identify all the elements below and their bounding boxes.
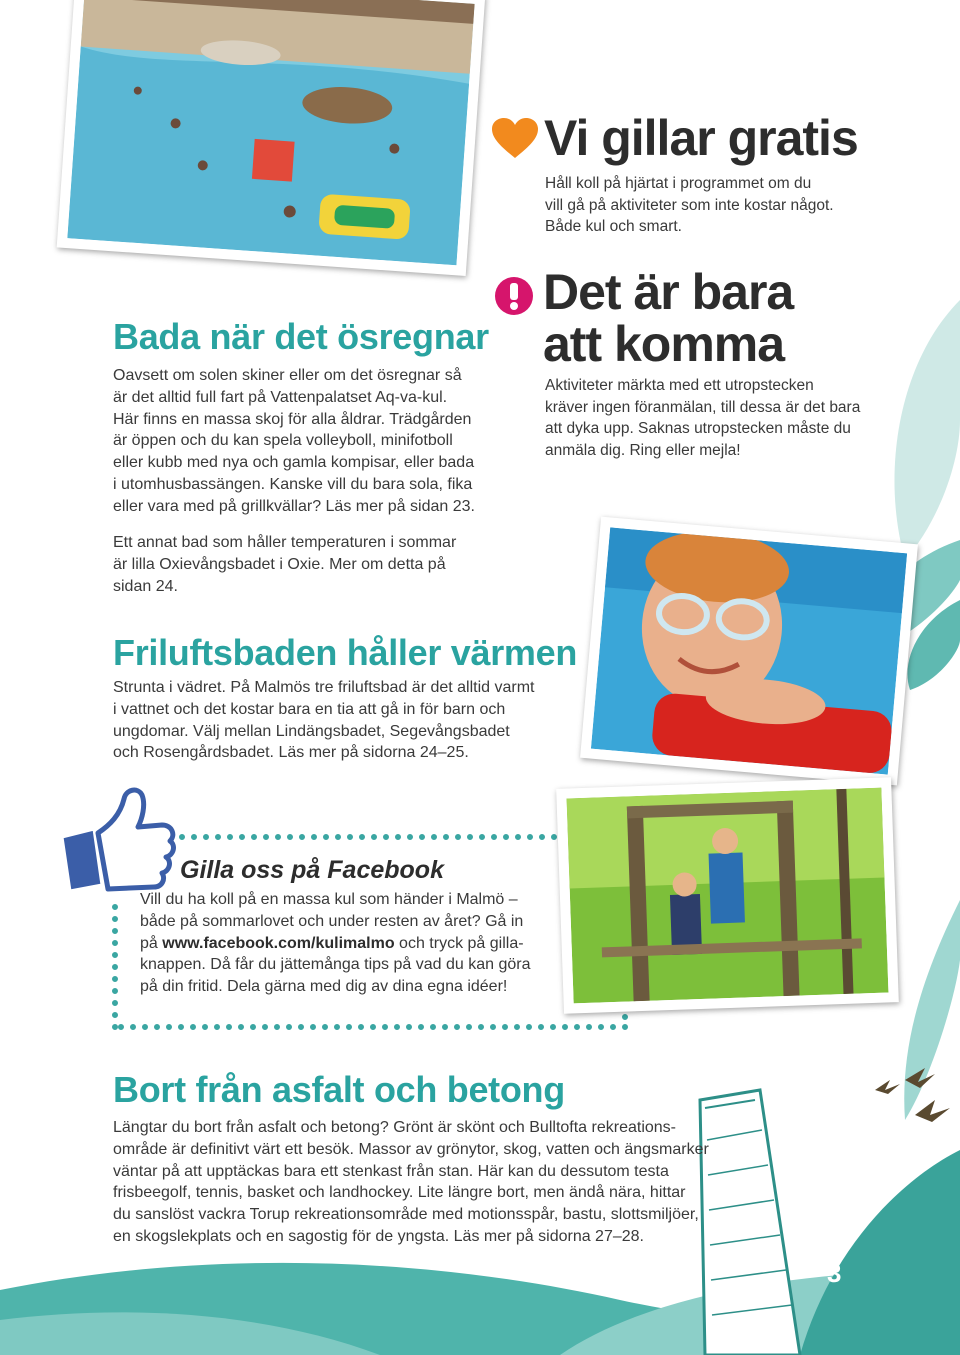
body-line: du sanslöst vackra Torup rekreationsområde med motionsspår, bastu, slottsmiljöer, (113, 1206, 699, 1224)
body-line: Vill du ha koll på en massa kul som händer i Malmö – (140, 891, 518, 908)
friluft-heading: Friluftsbaden håller värmen (113, 632, 578, 673)
body-line: sidan 24. (113, 577, 178, 595)
komma-body (545, 375, 925, 461)
body-line: Aktiviteter märkta med ett utropstecken (545, 377, 814, 394)
body-line: eller kubb med nya och gamla kompisar, eller bada (113, 454, 475, 472)
leaf-shape (904, 900, 960, 1120)
body-line: eller vara med på grillkvällar? Läs mer på sidan 23. (113, 497, 475, 515)
body-line: att dyka upp. Saknas utropstecken måste du (545, 420, 851, 437)
page-number: 3 (827, 1258, 842, 1288)
gratis-title: Vi gillar gratis (544, 110, 858, 166)
bada-heading: Bada när det ösregnar (113, 316, 489, 357)
komma-heading (543, 266, 793, 370)
body-line: i utomhusbassängen. Kanske vill du bara sola, fika (113, 475, 473, 493)
thumbs-up-icon (58, 785, 178, 895)
body-line: är öppen och du kan spela volleyboll, minifotboll (113, 432, 453, 450)
swimmer-photo (580, 517, 918, 786)
body-line: väntar på att upptäckas bara ett stenkast från stan. Här kan du dessutom testa (113, 1162, 669, 1180)
body-line: område är definitivt värt ett besök. Massor av grönytor, skog, vatten och ängsmarker (113, 1140, 709, 1158)
bada-body (113, 365, 503, 518)
body-line: frisbeegolf, tennis, basket och landhockey. Lite längre bort, men ändå nära, hittar (113, 1184, 686, 1202)
body-line: både på sommarlovet och under resten av året? Gå in (140, 912, 524, 930)
body-line: Både kul och smart. (545, 218, 682, 235)
exclamation-icon (494, 276, 534, 316)
body-line (140, 933, 610, 955)
friluft-body (113, 677, 553, 764)
body-line: är det alltid full fart på Vattenpalatset Aq-va-kul. (113, 388, 448, 406)
body-text-fragment: och tryck på gilla- (394, 934, 524, 952)
facebook-body (140, 889, 610, 998)
body-line: en skogslekplats och en sagostig för de yngsta. Läs mer på sidorna 27–28. (113, 1227, 644, 1245)
body-line: vill gå på aktiviteter som inte kostar något. (545, 196, 834, 214)
building-illustration (700, 1090, 800, 1355)
facebook-heading: Gilla oss på Facebook (180, 856, 444, 884)
body-line: knappen. Då får du jättemånga tips på vad du kan göra (140, 956, 531, 974)
body-line: Längtar du bort från asfalt och betong? Grönt är skönt och Bulltofta rekreations- (113, 1119, 676, 1136)
bada-extra (113, 532, 503, 597)
body-text-fragment: på (140, 934, 163, 952)
body-line: anmäla dig. Ring eller mejla! (545, 441, 741, 459)
heart-icon (492, 118, 538, 160)
body-line: på din fritid. Dela gärna med dig av dina egna idéer! (140, 978, 508, 996)
asfalt-body (113, 1117, 713, 1248)
body-line: i vattnet och det kostar bara en tia att gå in för barn och (113, 700, 506, 718)
body-line: Håll koll på hjärtat i programmet om du (545, 175, 812, 192)
body-line: Här finns en massa skoj för alla åldrar. Trädgården (113, 410, 472, 428)
gratis-body (545, 173, 925, 238)
komma-title-line1: Det är bara (543, 264, 794, 320)
body-line: ungdomar. Välj mellan Lindängsbadet, Segevångsbadet (113, 722, 510, 740)
komma-title-line2: att komma (543, 316, 785, 372)
body-line: Strunta i vädret. På Malmös tre friluftsbad är det alltid varmt (113, 679, 535, 696)
pool-photo (57, 0, 486, 276)
body-line: och Rosengårdsbadet. Läs mer på sidorna 24–25. (113, 744, 469, 762)
forest-photo (556, 777, 899, 1014)
asfalt-heading: Bort från asfalt och betong (113, 1069, 565, 1110)
body-line: Ett annat bad som håller temperaturen i sommar (113, 534, 457, 551)
facebook-link[interactable]: www.facebook.com/kulimalmo (162, 934, 395, 952)
body-line: är lilla Oxievångsbadet i Oxie. Mer om detta på (113, 555, 446, 573)
body-line: kräver ingen föranmälan, till dessa är det bara (545, 398, 861, 416)
leaf-shape (800, 1150, 960, 1355)
body-line: Oavsett om solen skiner eller om det ösregnar så (113, 367, 462, 384)
